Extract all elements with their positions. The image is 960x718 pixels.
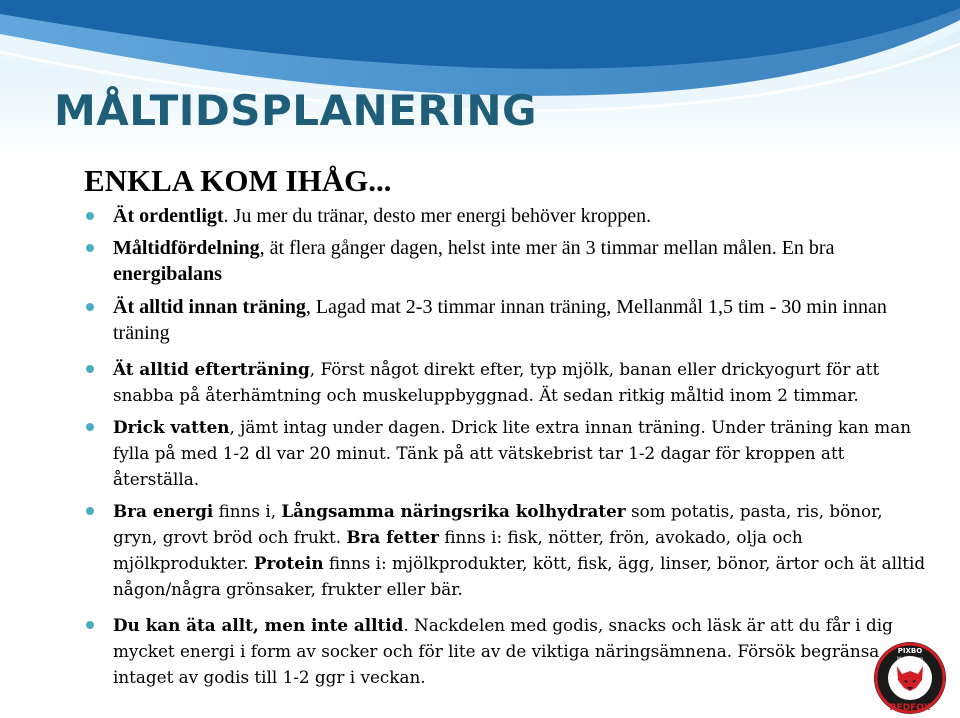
bullet-text: finns i: fisk, nötter, frön, avokado, olja och mjölkprodukter. (113, 527, 803, 573)
bullet-text: finns i: mjölkprodukter, kött, fisk, ägg, linser, bönor, ärtor och ät alltid någon/några grönsaker, frukter eller bär. (113, 553, 926, 599)
logo-bottom-text: REDFOX (889, 703, 931, 713)
header-wave-decoration (0, 0, 960, 160)
bullet-text: . Ju mer du tränar, desto mer energi behöver kroppen. (223, 205, 652, 227)
list-item (84, 235, 930, 287)
bullet-text: . Nackdelen med godis, snacks och läsk är att du får i dig mycket energi i form av socker och för lite av de viktiga näringsämnena. Försök begränsa intaget av godis till 1-2 ggr i veckan. (113, 615, 893, 687)
bullet-heading: Måltidfördelning (113, 237, 260, 259)
bullet-heading: energibalans (113, 263, 222, 285)
list-item (84, 498, 930, 602)
bullet-icon (86, 303, 94, 311)
bullet-icon (86, 423, 94, 431)
bullet-text: , Lagad mat 2-3 timmar innan träning, Mellanmål 1,5 tim - 30 min innan träning (113, 296, 887, 344)
bullet-heading: Långsamma näringsrika kolhydrater (281, 501, 626, 521)
list-item (84, 356, 930, 408)
logo-top-text: PIXBO (897, 647, 923, 655)
list-item (84, 612, 930, 690)
bullet-icon (86, 621, 94, 629)
bullet-icon (86, 212, 94, 220)
bullet-icon (86, 244, 94, 252)
bullet-text: som potatis, pasta, ris, bönor, gryn, grovt bröd och frukt. (113, 501, 883, 547)
bullet-text: finns i, (213, 501, 282, 521)
bullet-heading: Bra energi (113, 501, 214, 521)
bullet-icon (86, 365, 94, 373)
bullet-icon (86, 507, 94, 515)
bullet-heading: Bra fetter (346, 527, 440, 547)
page-title: MÅLTIDSPLANERING (54, 86, 537, 135)
list-item (84, 203, 930, 229)
tips-list (84, 203, 930, 696)
bullet-text: , Först något direkt efter, typ mjölk, banan eller drickyogurt för att snabba på återhämtning och muskeluppbyggnad. Ät sedan ritkig måltid inom 2 timmar. (113, 359, 880, 405)
bullet-heading: Ät ordentligt (113, 205, 224, 227)
bullet-heading: Ät alltid innan träning (113, 296, 306, 318)
bullet-text: , jämt intag under dagen. Drick lite extra innan träning. Under träning kan man fylla på med 1-2 dl var 20 minut. Tänk på att vätskebrist tar 1-2 dagar för kroppen att återställa. (113, 417, 912, 489)
bullet-heading: Protein (253, 553, 324, 573)
redfox-logo-icon (866, 640, 954, 716)
bullet-text: , ät flera gånger dagen, helst inte mer än 3 timmar mellan målen. En bra (259, 237, 835, 259)
bullet-heading: Ät alltid efterträning (113, 359, 310, 379)
logo-sub-text: Wallenstam (896, 657, 924, 662)
list-item (84, 294, 930, 346)
bullet-heading: Du kan äta allt, men inte alltid (113, 615, 404, 635)
list-item (84, 414, 930, 492)
bullet-heading: Drick vatten (113, 417, 230, 437)
section-subtitle: ENKLA KOM IHÅG... (84, 163, 392, 198)
